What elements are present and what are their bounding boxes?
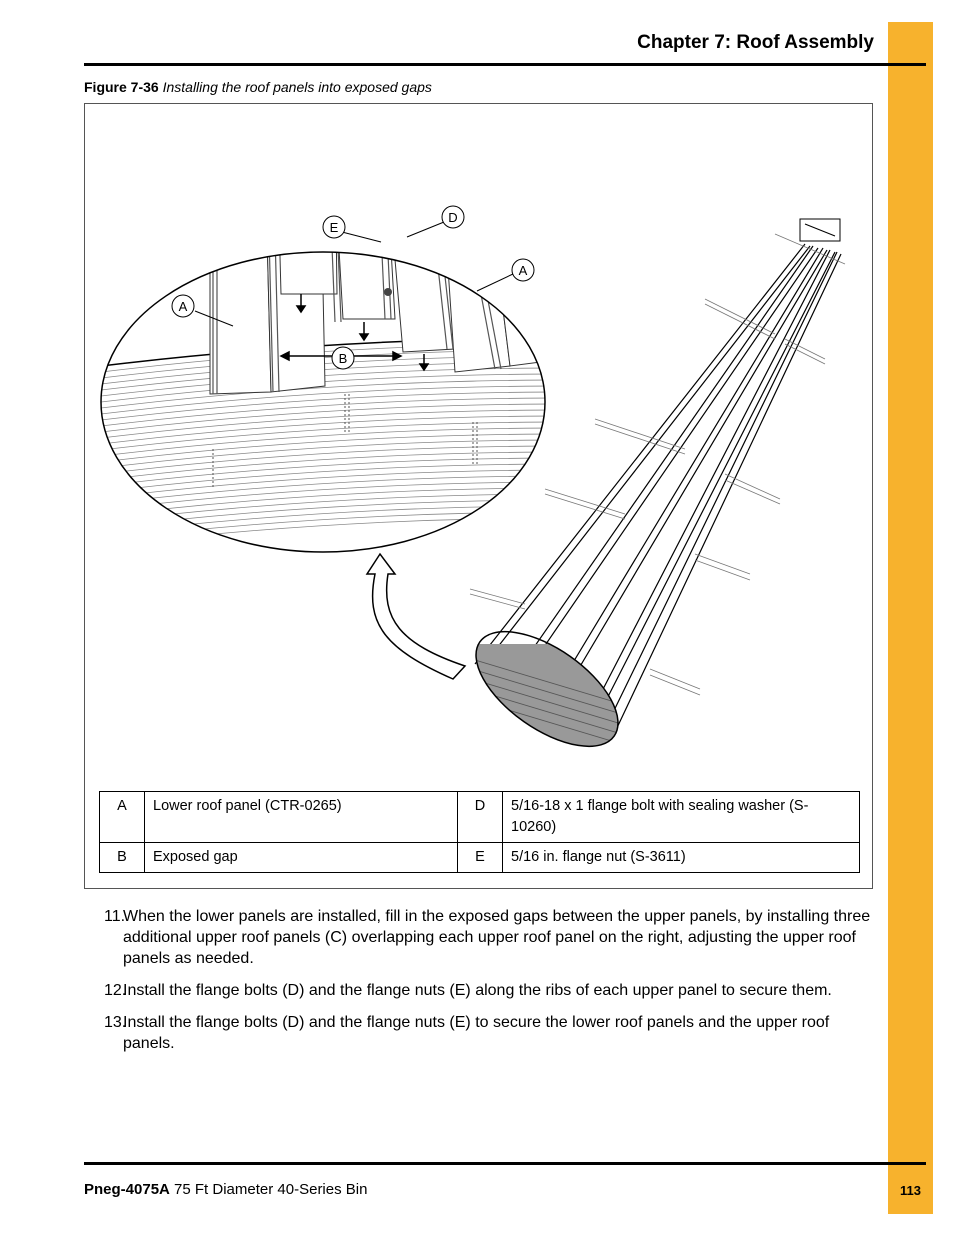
step-number: 11. (104, 908, 126, 925)
legend-description: 5/16-18 x 1 flange bolt with sealing washer (S-10260) (503, 792, 860, 843)
legend-description: Exposed gap (145, 843, 458, 873)
list-item (104, 980, 874, 1001)
callout-d: D (448, 210, 458, 225)
step-text: When the lower panels are installed, fill in the exposed gaps between the upper panels, by installing three additional upper roof panels (C) overlapping each upper roof panel on the right, adjusting the upper roof panels as needed. (123, 908, 871, 967)
chapter-tab (888, 22, 933, 1214)
list-item (104, 1012, 874, 1054)
footer-rule (84, 1162, 926, 1165)
step-number: 12. (104, 982, 127, 999)
legend-letter: E (458, 843, 503, 873)
footer (84, 1181, 367, 1198)
page-number: 113 (900, 1183, 921, 1198)
figure-frame (84, 103, 873, 889)
legend-description: Lower roof panel (CTR-0265) (145, 792, 458, 843)
list-item (104, 906, 874, 969)
header-rule (84, 63, 926, 66)
step-number: 13. (104, 1014, 127, 1031)
figure-number: Figure 7-36 (84, 79, 159, 95)
instruction-steps (104, 906, 874, 1065)
chapter-title: Chapter 7: Roof Assembly (637, 32, 874, 53)
figure-caption-text: Installing the roof panels into exposed gaps (162, 79, 432, 95)
figure-caption (84, 79, 432, 95)
table-row (100, 843, 860, 873)
legend-letter: A (100, 792, 145, 843)
callout-a-right: A (518, 263, 528, 278)
zoom-detail (85, 144, 565, 548)
table-row (100, 792, 860, 843)
legend-description: 5/16 in. flange nut (S-3611) (503, 843, 860, 873)
step-text: Install the flange bolts (D) and the flange nuts (E) to secure the lower roof panels and the upper roof panels. (123, 1014, 830, 1052)
legend-letter: B (100, 843, 145, 873)
callout-b: B (338, 351, 348, 366)
doc-code: Pneg-4075A (84, 1181, 170, 1198)
callout-e: E (329, 220, 339, 235)
callout-a-left: A (178, 299, 188, 314)
legend-letter: D (458, 792, 503, 843)
bin-wall-highlight (455, 644, 655, 754)
step-text: Install the flange bolts (D) and the flange nuts (E) along the ribs of each upper panel to secure them. (123, 982, 832, 999)
legend-table (99, 791, 860, 873)
curved-arrow (367, 554, 465, 679)
roof-panel-illustration (85, 104, 872, 784)
doc-title: 75 Ft Diameter 40-Series Bin (174, 1181, 368, 1198)
